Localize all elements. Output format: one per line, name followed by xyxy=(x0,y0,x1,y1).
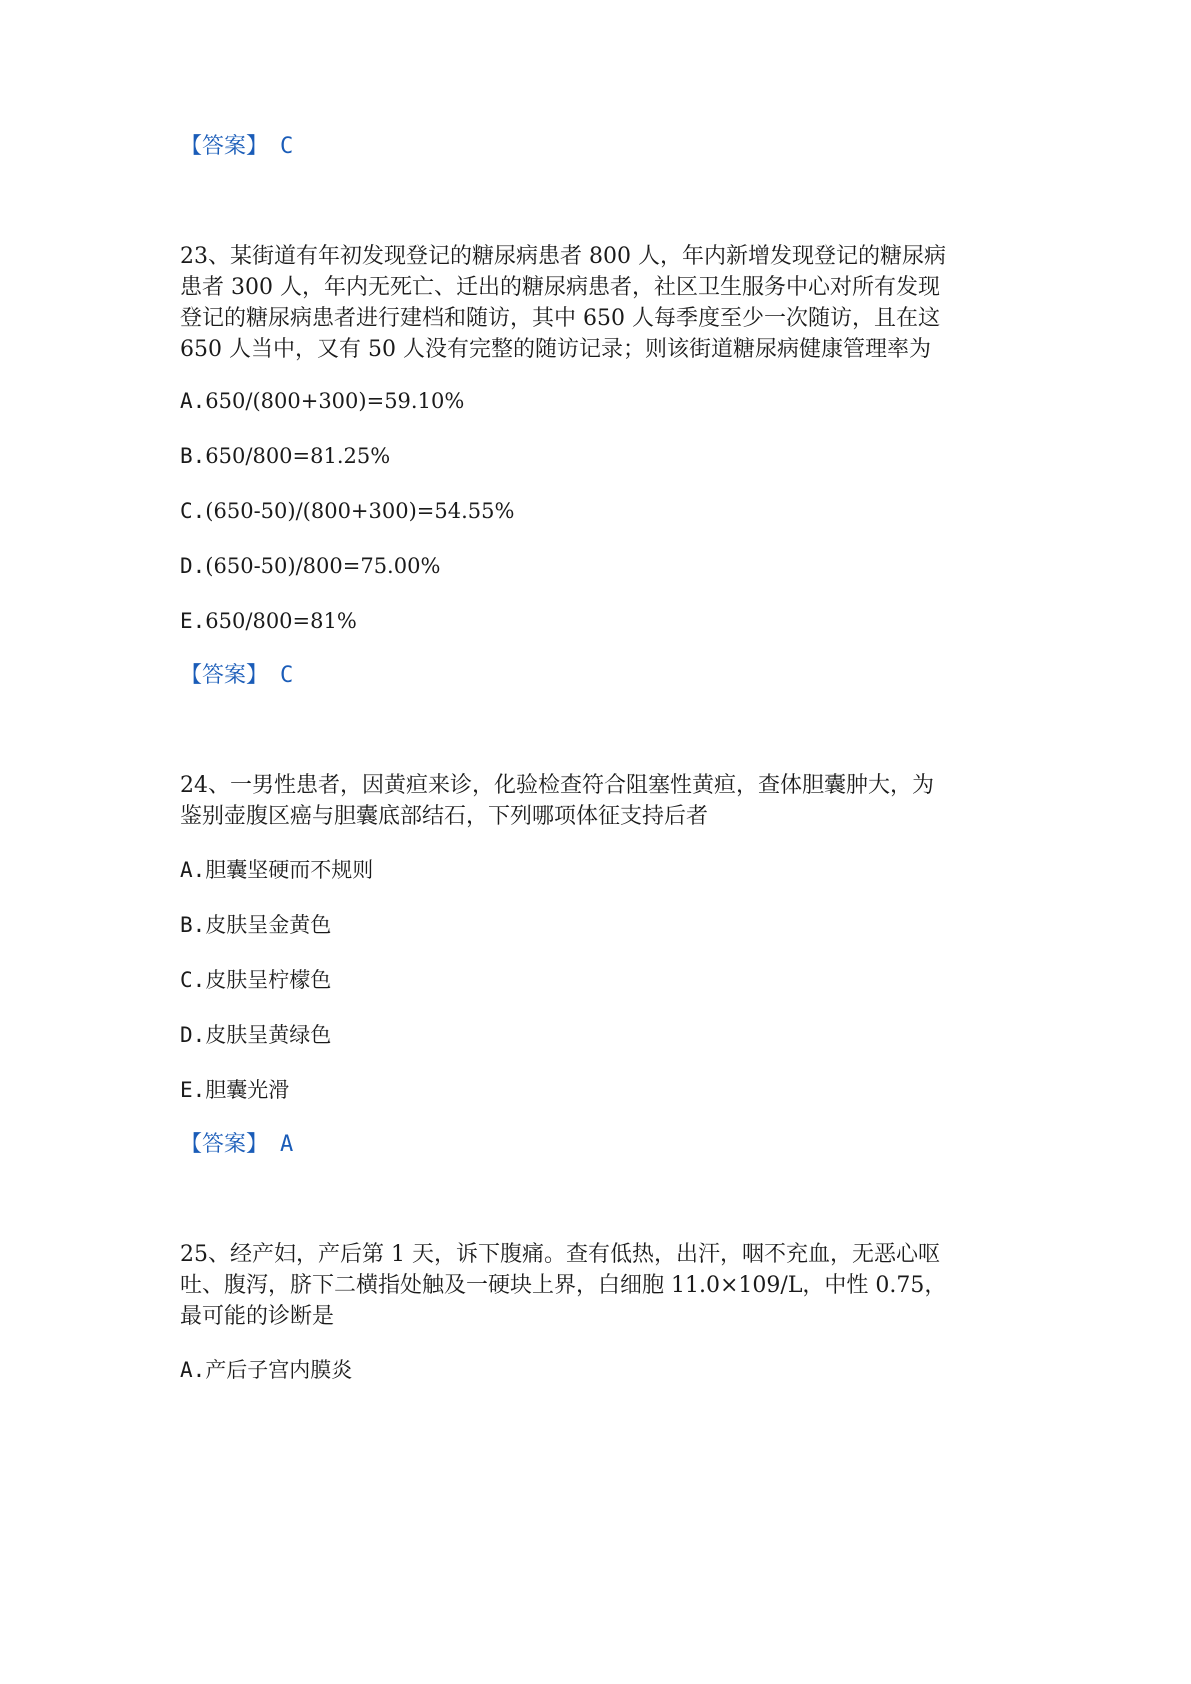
question-24-stem: 24、一男性患者，因黄疸来诊，化验检查符合阻塞性黄疸，查体胆囊肿大，为 鉴别壶腹区癌与胆囊底部结石，下列哪项体征支持后者 xyxy=(180,773,934,829)
question-23-option-b: B.650/800=81.25% xyxy=(180,444,391,468)
question-24-option-d: D.皮肤呈黄绿色 xyxy=(180,1023,332,1047)
answer-label: 答案 xyxy=(202,1132,247,1157)
question-23-stem: 23、某街道有年初发现登记的糖尿病患者 800 人，年内新增发现登记的糖尿病 患者 300 人，年内无死亡、迁出的糖尿病患者，社区卫生服务中心对所有发现 登记的糖尿病患者进行建档和随访，其中 650 人每季度至少一次随访，且在这 650 人当中，又有 50 人没有完整的随访记录；则该街道糖尿病健康管理率为 xyxy=(180,244,946,362)
question-25-stem: 25、经产妇，产后第 1 天，诉下腹痛。查有低热，出汗，咽不充血，无恶心呕 吐、腹泻，脐下二横指处触及一硬块上界，白细胞 11.0×109/L，中性 0.75， 最可能的诊断是 xyxy=(180,1242,947,1329)
question-24-option-c: C.皮肤呈柠檬色 xyxy=(180,968,332,992)
answer-value: A xyxy=(280,1132,294,1157)
answer-line: 【答案】 C xyxy=(180,134,294,159)
question-25-option-a: A.产后子宫内膜炎 xyxy=(180,1358,353,1382)
answer-value: C xyxy=(280,134,294,159)
answer-label: 答案 xyxy=(202,663,247,688)
question-24-option-b: B.皮肤呈金黄色 xyxy=(180,913,332,937)
question-23-answer: 【答案】 C xyxy=(180,663,294,688)
question-23-option-a: A.650/(800+300)=59.10% xyxy=(180,389,465,413)
question-24-option-a: A.胆囊坚硬而不规则 xyxy=(180,858,374,882)
question-24-answer: 【答案】 A xyxy=(180,1132,294,1157)
question-23-option-e: E.650/800=81% xyxy=(180,609,357,633)
question-23-option-c: C.(650-50)/(800+300)=54.55% xyxy=(180,499,515,523)
answer-value: C xyxy=(280,663,294,688)
question-23-option-d: D.(650-50)/800=75.00% xyxy=(180,554,441,578)
answer-label: 答案 xyxy=(202,134,247,159)
question-24-option-e: E.胆囊光滑 xyxy=(180,1078,290,1102)
